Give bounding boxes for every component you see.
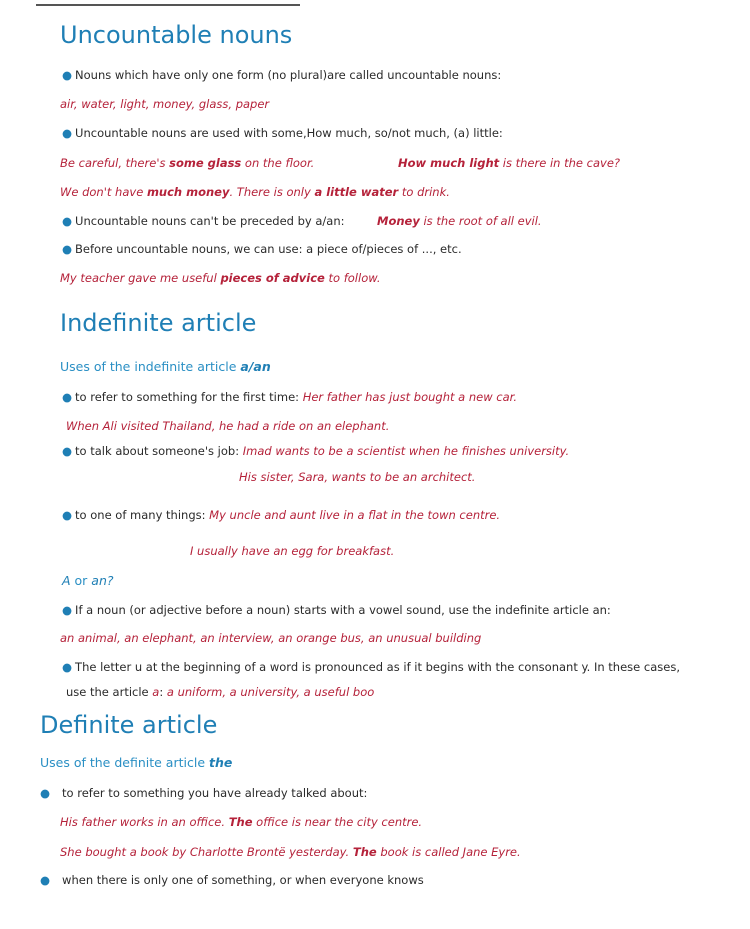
bullet-dot-icon: ● xyxy=(40,873,51,887)
subheading-a-or-an: A or an? xyxy=(62,573,114,588)
bullet-dot-icon: ● xyxy=(62,603,73,617)
example-line: I usually have an egg for breakfast. xyxy=(190,544,395,558)
example-line: His sister, Sara, wants to be an architect. xyxy=(239,470,476,484)
top-rule xyxy=(36,4,300,6)
example-line: My teacher gave me useful pieces of advice to follow. xyxy=(60,271,381,285)
heading-definite-article: Definite article xyxy=(40,711,218,739)
example-line: Be careful, there's some glass on the floor. xyxy=(60,156,315,170)
bullet-dot-icon: ● xyxy=(62,660,73,674)
subheading-definite-uses: Uses of the definite article the xyxy=(40,755,233,770)
bullet-item: ● Uncountable nouns are used with some,How much, so/not much, (a) little: xyxy=(62,126,503,140)
bullet-item: ● The letter u at the beginning of a word is pronounced as if it begins with the consonant y. In these cases, xyxy=(62,660,680,674)
bullet-item: ● when there is only one of something, or when everyone knows xyxy=(40,873,424,887)
bullet-item: ● to refer to something for the first time: Her father has just bought a new car. xyxy=(62,390,517,404)
bullet-continuation: use the article a: a uniform, a university, a useful boo xyxy=(66,685,375,699)
bullet-item: ● to refer to something you have already talked about: xyxy=(40,786,368,800)
bullet-item: ● to one of many things: My uncle and aunt live in a flat in the town centre. xyxy=(62,508,501,522)
example-line: We don't have much money. There is only a little water to drink. xyxy=(60,185,450,199)
bullet-item: ● Nouns which have only one form (no plural)are called uncountable nouns: xyxy=(62,68,502,82)
bullet-item: ● If a noun (or adjective before a noun) starts with a vowel sound, use the indefinite article an: xyxy=(62,603,611,617)
bullet-dot-icon: ● xyxy=(62,126,73,140)
bullet-dot-icon: ● xyxy=(62,508,73,522)
example-line: How much light is there in the cave? xyxy=(398,156,620,170)
bullet-item: ● Before uncountable nouns, we can use: a piece of/pieces of ..., etc. xyxy=(62,242,462,256)
bullet-dot-icon: ● xyxy=(62,444,73,458)
example-line: Money is the root of all evil. xyxy=(377,214,542,228)
subheading-indefinite-uses: Uses of the indefinite article a/an xyxy=(60,359,271,374)
bullet-dot-icon: ● xyxy=(62,390,73,404)
bullet-dot-icon: ● xyxy=(62,214,73,228)
example-line: She bought a book by Charlotte Brontë yesterday. The book is called Jane Eyre. xyxy=(60,845,521,859)
bullet-dot-icon: ● xyxy=(62,242,73,256)
heading-indefinite-article: Indefinite article xyxy=(60,309,257,337)
example-line: His father works in an office. The office is near the city centre. xyxy=(60,815,423,829)
example-line: air, water, light, money, glass, paper xyxy=(60,97,270,111)
heading-uncountable-nouns: Uncountable nouns xyxy=(60,21,293,49)
bullet-item: ● to talk about someone's job: Imad wants to be a scientist when he finishes university. xyxy=(62,444,570,458)
example-line: When Ali visited Thailand, he had a ride on an elephant. xyxy=(66,419,390,433)
bullet-dot-icon: ● xyxy=(62,68,73,82)
example-line: an animal, an elephant, an interview, an orange bus, an unusual building xyxy=(60,631,482,645)
bullet-dot-icon: ● xyxy=(40,786,51,800)
bullet-item: ● Uncountable nouns can't be preceded by a/an: xyxy=(62,214,345,228)
